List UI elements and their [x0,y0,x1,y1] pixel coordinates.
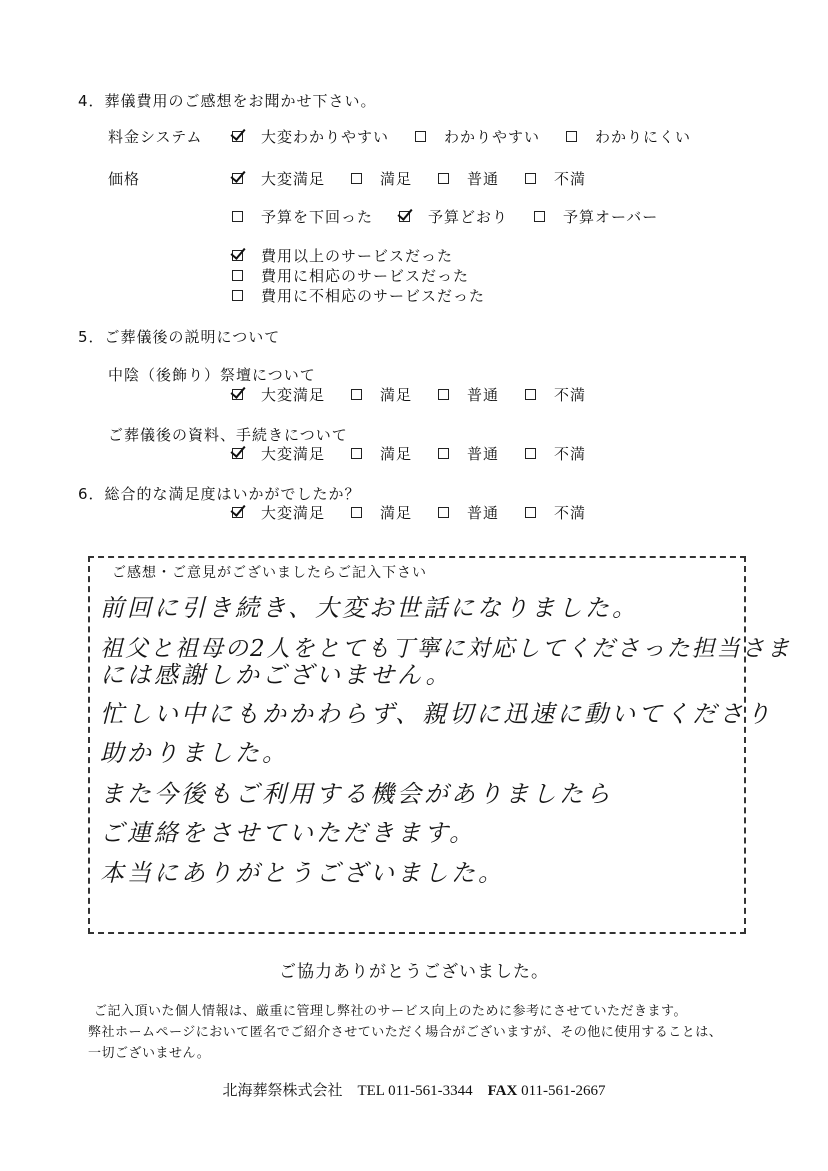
comment-line: 祖父と祖母の2人をとても丁寧に対応してくださった担当さま [100,636,792,662]
checkbox[interactable] [438,507,449,518]
checkbox[interactable] [232,290,243,301]
option-under-budget[interactable]: 予算を下回った [232,206,373,227]
checkbox-checked[interactable] [232,250,243,261]
option-satisfied[interactable]: 満足 [351,168,412,189]
question-4-title: 4．葬儀費用のご感想をお聞かせ下さい。 [78,92,377,110]
company-name: 北海葬祭株式会社 [222,1083,343,1099]
privacy-note: 一切ございません。 [88,1046,211,1061]
checkbox[interactable] [525,448,536,459]
checkbox[interactable] [438,389,449,400]
pricing-system-options [232,126,717,147]
option-normal[interactable]: 普通 [438,168,499,189]
option-very-satisfied[interactable]: 大変満足 [232,502,325,523]
option-value-above-cost[interactable]: 費用以上のサービスだった [232,245,453,266]
comment-line: 助かりました。 [100,739,289,767]
company-footer [0,1079,828,1100]
checkbox[interactable] [534,211,545,222]
checkbox[interactable] [438,448,449,459]
checkbox[interactable] [525,507,536,518]
option-value-matches-cost[interactable]: 費用に相応のサービスだった [232,265,469,286]
company-tel: TEL 011-561-3344 [357,1083,473,1099]
checkbox-checked[interactable] [399,211,410,222]
documents-options [232,443,612,464]
comment-line: には感謝しかございません。 [100,661,453,689]
checkbox[interactable] [438,173,449,184]
checkbox[interactable] [566,131,577,142]
budget-options [232,206,684,227]
checkbox-checked[interactable] [232,507,243,518]
thanks-message: ご協力ありがとうございました。 [279,962,549,982]
price-label: 価格 [108,170,141,188]
option-very-satisfied[interactable]: 大変満足 [232,168,325,189]
option-very-clear[interactable]: 大変わかりやすい [232,126,389,147]
option-dissatisfied[interactable]: 不満 [525,502,586,523]
privacy-note: 弊社ホームページにおいて匿名でご紹介させていただく場合がございますが、その他に使用することは、 [88,1025,723,1040]
privacy-note: ご記入頂いた個人情報は、厳重に管理し弊社のサービス向上のために参考にさせていただきます。 [94,1004,687,1019]
question-6-title: 6．総合的な満足度はいかがでしたか？ [78,485,361,503]
altar-label: 中陰（後飾り）祭壇について [108,366,316,384]
fax-label: FAX [487,1083,518,1099]
option-on-budget[interactable]: 予算どおり [399,206,508,227]
comment-line: 本当にありがとうございました。 [100,859,505,887]
option-satisfied[interactable]: 満足 [351,384,412,405]
checkbox[interactable] [525,389,536,400]
comment-line: 忙しい中にもかかわらず、親切に迅速に動いてくださり [100,700,774,728]
checkbox[interactable] [232,270,243,281]
comment-line: 前回に引き続き、大変お世話になりました。 [100,594,640,622]
option-dissatisfied[interactable]: 不満 [525,384,586,405]
checkbox-checked[interactable] [232,173,243,184]
checkbox[interactable] [525,173,536,184]
option-satisfied[interactable]: 満足 [351,502,412,523]
option-normal[interactable]: 普通 [438,384,499,405]
option-dissatisfied[interactable]: 不満 [525,443,586,464]
option-satisfied[interactable]: 満足 [351,443,412,464]
option-over-budget[interactable]: 予算オーバー [534,206,658,227]
checkbox[interactable] [415,131,426,142]
checkbox[interactable] [351,448,362,459]
checkbox[interactable] [351,389,362,400]
checkbox[interactable] [232,211,243,222]
question-5-title: 5．ご葬儀後の説明について [78,328,281,346]
checkbox-checked[interactable] [232,448,243,459]
comment-line: ご連絡をさせていただきます。 [100,819,477,847]
comment-line: また今後もご利用する機会がありましたら [100,780,613,808]
overall-options [232,502,612,523]
checkbox-checked[interactable] [232,389,243,400]
checkbox-checked[interactable] [232,131,243,142]
price-options [232,168,612,189]
option-very-satisfied[interactable]: 大変満足 [232,443,325,464]
company-fax: 011-561-2667 [521,1083,606,1099]
checkbox[interactable] [351,507,362,518]
documents-label: ご葬儀後の資料、手続きについて [108,426,348,444]
pricing-system-label: 料金システム [108,128,203,146]
option-value-below-cost[interactable]: 費用に不相応のサービスだった [232,285,485,306]
option-normal[interactable]: 普通 [438,502,499,523]
comment-heading: ご感想・ご意見がございましたらご記入下さい [112,565,427,581]
checkbox[interactable] [351,173,362,184]
altar-options [232,384,612,405]
option-clear[interactable]: わかりやすい [415,126,540,147]
option-dissatisfied[interactable]: 不満 [525,168,586,189]
option-normal[interactable]: 普通 [438,443,499,464]
option-unclear[interactable]: わかりにくい [566,126,691,147]
option-very-satisfied[interactable]: 大変満足 [232,384,325,405]
